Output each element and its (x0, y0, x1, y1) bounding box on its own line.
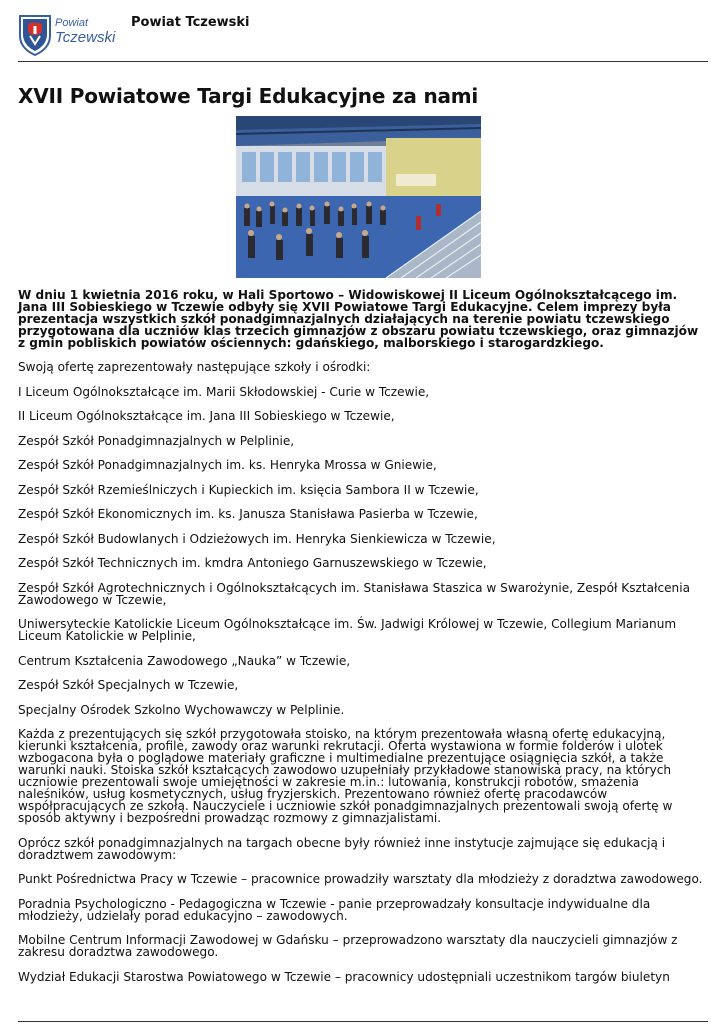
institution-item: Poradnia Psychologiczno - Pedagogiczna w Tczewie - panie przeprowadzały konsultacje indywidualne dla młodzieży, udzielały porad edukacyjno – zawodowych. (18, 896, 651, 923)
school-item: Zespół Szkół Technicznych im. kmdra Antoniego Garnuszewskiego w Tczewie, (18, 556, 487, 570)
school-item: I Liceum Ogólnokształcące im. Marii Skłodowskiej - Curie w Tczewie, (18, 384, 430, 399)
school-item: II Liceum Ogólnokształcące im. Jana III Sobieskiego w Tczewie, (18, 409, 395, 423)
footer-divider (18, 1021, 708, 1022)
page-header (0, 0, 725, 64)
institution-item: Mobilne Centrum Informacji Zawodowej w Gdańsku – przeprowadzono warsztaty dla nauczycieli gimnazjów z zakresu doradztwa zawodowego. (18, 933, 678, 959)
school-item: Zespół Szkół Ponadgimnazjalnych w Pelplinie, (18, 433, 295, 448)
school-item: Centrum Kształcenia Zawodowego „Nauka” w Tczewie, (18, 653, 351, 668)
paragraph: Każda z prezentujących się szkół przygotowała stoisko, na którym prezentowała własną ofertę edukacyjną, kierunki kształcenia, profile, zawody oraz warunki rekrutacji. Oferta wystawiona w formie folderów i ulotek wzbogacona była o poglądowe materiały graficzne i multimedialne prezentujące osiągnięcia szkół, a także warunki nauki. Stoiska szkół kształcących zawodowo uzupełniały przykładowe stanowiska pracy, na których uczniowie prezentowali swoje umiejętności w zakresie m.in.: lutowania, konstrukcji robotów, smażenia naleśników, usług kosmetycznych, usług fryzjerskich. Prezentowano również ofertę pracodawców współpracujących ze szkołą. Nauczyciele i uczniowie szkół ponadgimnazjalnych prezentowali swoją ofertę w sposób aktywny i bezpośredni prowadząc rozmowy z gimnazjalistami. (18, 727, 673, 825)
logo[interactable] (18, 14, 116, 58)
logo-text-line1: Powiat (55, 17, 89, 29)
school-item: Zespół Szkół Agrotechnicznych i Ogólnokształcących im. Stanisława Staszica w Swarożynie, Zespół Kształcenia Zawodowego w Tczewie, (18, 580, 690, 607)
school-item: Zespół Szkół Ekonomicznych im. ks. Janusza Stanisława Pasierba w Tczewie, (18, 507, 478, 521)
header-divider (18, 61, 708, 62)
article-title: XVII Powiatowe Targi Edukacyjne za nami (18, 84, 479, 108)
event-photo (236, 116, 481, 278)
school-item: Zespół Szkół Specjalnych w Tczewie, (18, 678, 239, 692)
paragraph: Oprócz szkół ponadgimnazjalnych na targach obecne były również inne instytucje zajmujące się edukacją i doradztwem zawodowym: (18, 835, 666, 862)
institution-item: Wydział Edukacji Starostwa Powiatowego w Tczewie – pracownicy udostępniali uczestnikom targów biuletyn (18, 969, 670, 984)
article-body (18, 289, 708, 995)
school-item: Specjalny Ośrodek Szkolno Wychowawczy w Pelplinie. (18, 702, 345, 717)
paragraph: Swoją ofertę zaprezentowały następujące szkoły i ośrodki: (18, 360, 371, 374)
site-name: Powiat Tczewski (131, 15, 250, 30)
school-item: Zespół Szkół Rzemieślniczych i Kupieckich im. księcia Sambora II w Tczewie, (18, 482, 479, 497)
school-item: Uniwersyteckie Katolickie Liceum Ogólnokształcące im. Św. Jadwigi Królowej w Tczewie, Collegium Marianum Liceum Katolickie w Pelplinie, (18, 617, 677, 643)
logo-text-line2: Tczewski (55, 29, 116, 46)
institution-item: Punkt Pośrednictwa Pracy w Tczewie – pracownice prowadziły warsztaty dla młodzieży z doradztwa zawodowego. (18, 872, 703, 886)
school-item: Zespół Szkół Ponadgimnazjalnych im. ks. Henryka Mrossa w Gniewie, (18, 458, 437, 472)
article-lead: W dniu 1 kwietnia 2016 roku, w Hali Sportowo – Widowiskowej II Liceum Ogólnokształcącego im. Jana III Sobieskiego w Tczewie odbyły się XVII Powiatowe Targi Edukacyjne. Celem imprezy była prezentacja wszystkich szkół ponadgimnazjalnych działających na terenie powiatu tczewskiego przygotowana dla uczniów klas trzecich gimnazjów z obszaru powiatu tczewskiego, oraz gimnazjów z gmin pobliskich powiatów ościennych: gdańskiego, malborskiego i starogardzkiego. (18, 288, 699, 350)
school-item: Zespół Szkół Budowlanych i Odzieżowych im. Henryka Sienkiewicza w Tczewie, (18, 531, 496, 546)
coat-of-arms-icon (18, 14, 52, 56)
